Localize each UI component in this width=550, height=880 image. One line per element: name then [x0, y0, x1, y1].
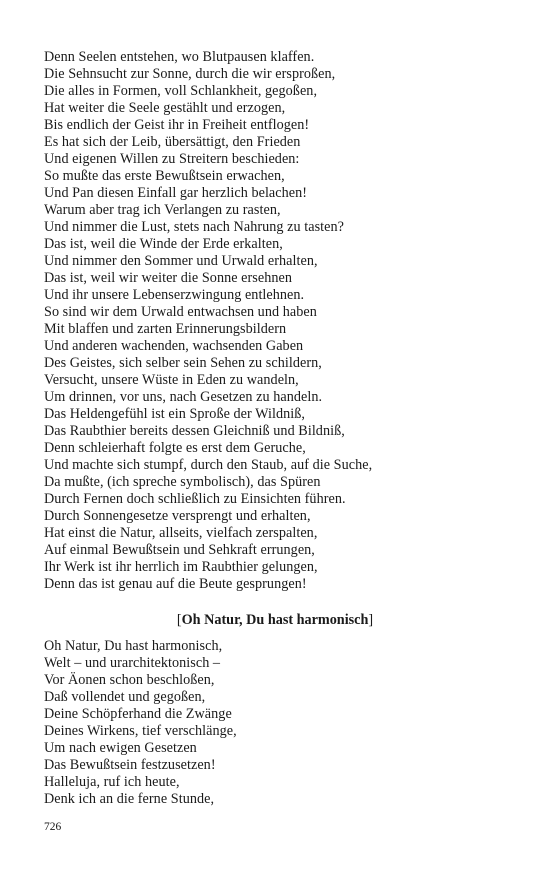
poem-line: Das ist, weil wir weiter die Sonne ersehnen — [44, 270, 292, 286]
poem-line: Denk ich an die ferne Stunde, — [44, 791, 215, 807]
poem-line: Und ihr unsere Lebenserzwingung entlehnen. — [44, 287, 305, 303]
poem-line: Die alles in Formen, voll Schlankheit, gegoßen, — [44, 83, 318, 99]
poem-stanza-2 — [44, 638, 514, 808]
poem-line: Denn schleierhaft folgte es erst dem Geruche, — [44, 440, 306, 456]
poem-line: Hat einst die Natur, allseits, vielfach zerspalten, — [44, 525, 318, 541]
poem-line: Denn Seelen entstehen, wo Blutpausen klaffen. — [44, 49, 315, 65]
poem-line: Mit blaffen und zarten Erinnerungsbildern — [44, 321, 287, 337]
poem-line: Denn das ist genau auf die Beute gesprungen! — [44, 576, 307, 592]
poem-line: Deines Wirkens, tief verschlänge, — [44, 723, 237, 739]
poem-line: Versucht, unsere Wüste in Eden zu wandeln, — [44, 372, 299, 388]
poem-line: Hat weiter die Seele gestählt und erzogen, — [44, 100, 286, 116]
heading-title: Oh Natur, Du hast harmonisch — [181, 612, 369, 628]
poem-line: Warum aber trag ich Verlangen zu rasten, — [44, 202, 281, 218]
poem-line: Und Pan diesen Einfall gar herzlich belachen! — [44, 185, 308, 201]
poem-line: Und nimmer den Sommer und Urwald erhalten, — [44, 253, 318, 269]
poem-line: Ihr Werk ist ihr herrlich im Raubthier gelungen, — [44, 559, 318, 575]
poem-line: Das ist, weil die Winde der Erde erkalten, — [44, 236, 283, 252]
poem-line: Welt – und urarchitektonisch – — [44, 655, 221, 671]
poem-line: Die Sehnsucht zur Sonne, durch die wir ersproßen, — [44, 66, 336, 82]
heading-bracket-open: [ — [176, 612, 182, 628]
poem-line: Durch Sonnengesetze versprengt und erhalten, — [44, 508, 311, 524]
poem-line: Und eigenen Willen zu Streitern beschieden: — [44, 151, 300, 167]
poem-line: So sind wir dem Urwald entwachsen und haben — [44, 304, 317, 320]
poem-line: Das Heldengefühl ist ein Sproße der Wildniß, — [44, 406, 306, 422]
poem-heading — [0, 611, 550, 629]
poem-line: Und anderen wachenden, wachsenden Gaben — [44, 338, 304, 354]
poem-line: Auf einmal Bewußtsein und Sehkraft errungen, — [44, 542, 315, 558]
poem-line: Oh Natur, Du hast harmonisch, — [44, 638, 223, 654]
poem-line: Da mußte, (ich spreche symbolisch), das Spüren — [44, 474, 321, 490]
poem-line: Deine Schöpferhand die Zwänge — [44, 706, 232, 722]
poem-line: Des Geistes, sich selber sein Sehen zu schildern, — [44, 355, 322, 371]
poem-line: Um nach ewigen Gesetzen — [44, 740, 197, 756]
page-number: 726 — [44, 821, 62, 833]
poem-line: Und nimmer die Lust, stets nach Nahrung zu tasten? — [44, 219, 344, 235]
poem-line: Durch Fernen doch schließlich zu Einsichten führen. — [44, 491, 346, 507]
poem-line: Halleluja, ruf ich heute, — [44, 774, 180, 790]
poem-line: Das Raubthier bereits dessen Gleichniß und Bildniß, — [44, 423, 345, 439]
poem-line: Daß vollendet und gegoßen, — [44, 689, 206, 705]
poem-line: Bis endlich der Geist ihr in Freiheit entflogen! — [44, 117, 310, 133]
poem-line: Um drinnen, vor uns, nach Gesetzen zu handeln. — [44, 389, 323, 405]
poem-line: Vor Äonen schon beschloßen, — [44, 672, 215, 688]
poem-line: Und machte sich stumpf, durch den Staub, auf die Suche, — [44, 457, 373, 473]
poem-line: Das Bewußtsein festzusetzen! — [44, 757, 216, 773]
poem-line: So mußte das erste Bewußtsein erwachen, — [44, 168, 285, 184]
poem-stanza-1 — [44, 49, 514, 593]
heading-bracket-close: ] — [368, 612, 374, 628]
poem-line: Es hat sich der Leib, übersättigt, den Frieden — [44, 134, 301, 150]
